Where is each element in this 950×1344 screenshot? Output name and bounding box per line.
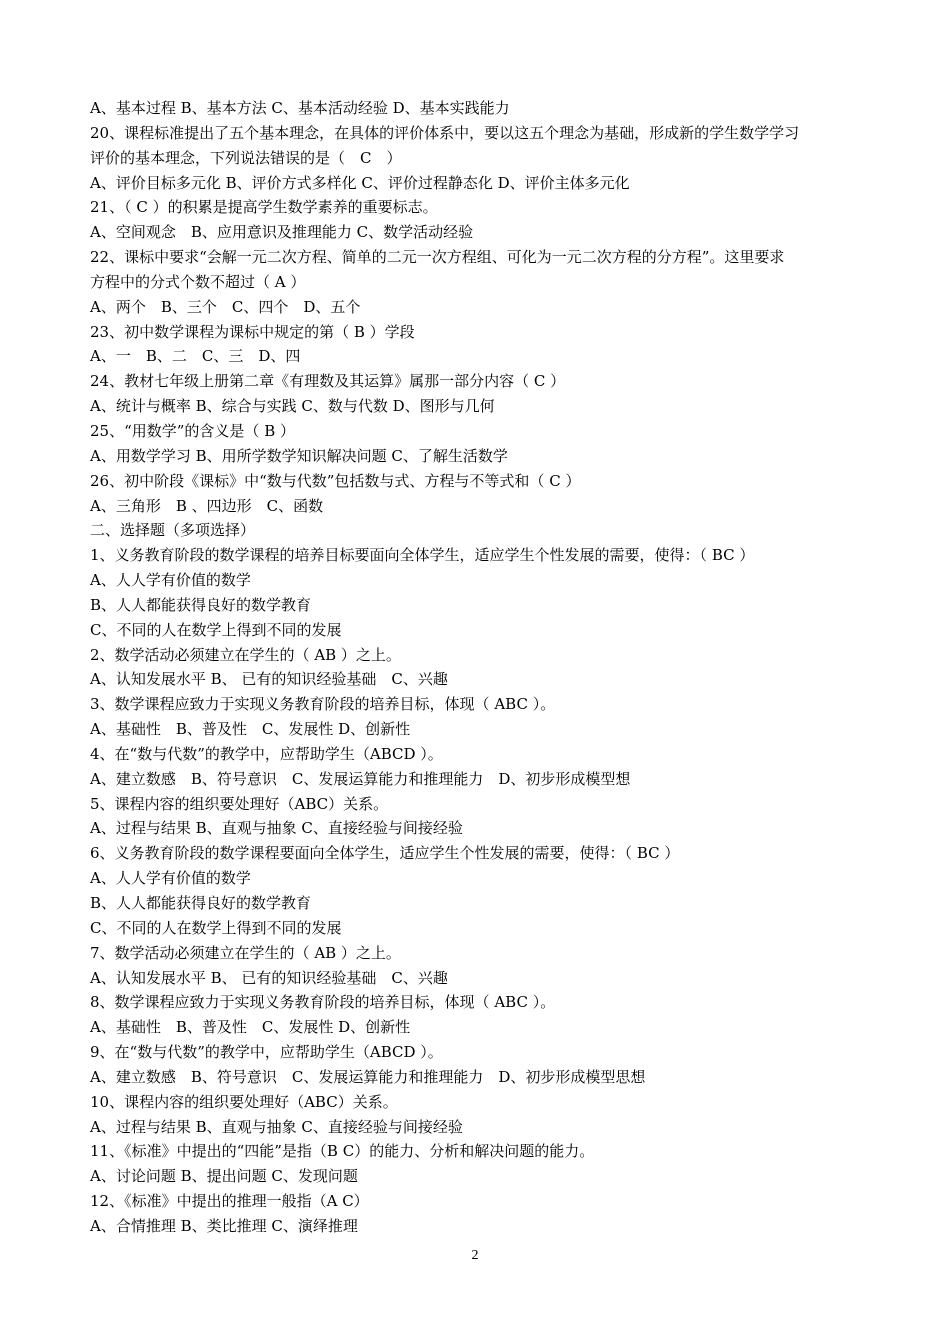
text-line: B、人人都能获得良好的数学教育 <box>90 595 312 614</box>
text-line: C、不同的人在数学上得到不同的发展 <box>90 620 342 639</box>
text-line: 1、义务教育阶段的数学课程的培养目标要面向全体学生，适应学生个性发展的需要，使得：（ BC ） <box>90 546 755 565</box>
text-line: A、用数学学习 B、用所学数学知识解决问题 C、了解生活数学 <box>90 446 508 465</box>
text-line: A、一 B、二 C、三 D、四 <box>90 347 301 366</box>
text-line: 9、在“数与代数”的教学中，应帮助学生（ABCD ）。 <box>90 1043 443 1062</box>
text-line: 6、义务教育阶段的数学课程要面向全体学生，适应学生个性发展的需要，使得：（ BC ） <box>90 844 680 863</box>
text-line: 22、课标中要求“会解一元二次方程、简单的二元一次方程组、可化为一元二次方程的分方程”。这里要求 <box>90 248 785 267</box>
text-line: 2、数学活动必须建立在学生的（ AB ）之上。 <box>90 645 401 664</box>
text-line: 23、初中数学课程为课标中规定的第（ B ）学段 <box>90 322 415 341</box>
text-line: 21、（ C ）的积累是提高学生数学素养的重要标志。 <box>90 198 438 217</box>
text-line: A、两个 B、三个 C、四个 D、五个 <box>90 297 361 316</box>
text-line: 10、课程内容的组织要处理好（ABC）关系。 <box>90 1092 398 1111</box>
text-line: A、过程与结果 B、直观与抽象 C、直接经验与间接经验 <box>90 819 463 838</box>
text-line: A、人人学有价值的数学 <box>90 869 251 888</box>
text-line: B、人人都能获得良好的数学教育 <box>90 894 312 912</box>
text-line: A、建立数感 B、符号意识 C、发展运算能力和推理能力 D、初步形成模型思想 <box>90 1067 646 1086</box>
text-line: A、三角形 B 、四边形 C、函数 <box>90 496 324 515</box>
page-number: 2 <box>471 1248 479 1263</box>
text-line: 20、课程标准提出了五个基本理念，在具体的评价体系中，要以这五个理念为基础，形成新的学生数学学习 <box>90 123 800 142</box>
text-line: 25、“用数学”的含义是（ B ） <box>90 421 295 440</box>
text-line: A、建立数感 B、符号意识 C、发展运算能力和推理能力 D、初步形成模型想 <box>90 769 631 788</box>
text-line: 11、《标准》中提出的“四能”是指（B C）的能力、分析和解决问题的能力。 <box>90 1142 595 1161</box>
text-line: A、认知发展水平 B、 已有的知识经验基础 C、兴趣 <box>90 968 448 987</box>
text-line: A、讨论问题 B、提出问题 C、发现问题 <box>90 1167 358 1186</box>
text-line: 26、初中阶段《课标》中“数与代数”包括数与式、方程与不等式和（ C ） <box>90 471 581 490</box>
text-line: A、合情推理 B、类比推理 C、演绎推理 <box>90 1216 358 1235</box>
text-line: 8、数学课程应致力于实现义务教育阶段的培养目标，体现（ ABC ）。 <box>90 993 556 1012</box>
text-line: 7、数学活动必须建立在学生的（ AB ）之上。 <box>90 943 401 962</box>
text-line: 5、课程内容的组织要处理好（ABC）关系。 <box>90 794 389 813</box>
text-line: A、基础性 B、普及性 C、发展性 D、创新性 <box>90 720 411 739</box>
text-line: 方程中的分式个数不超过（ A ） <box>90 272 306 291</box>
text-line: A、过程与结果 B、直观与抽象 C、直接经验与间接经验 <box>90 1117 463 1136</box>
text-line: 二、选择题（多项选择） <box>90 521 256 540</box>
text-line: 评价的基本理念，下列说法错误的是（ C ） <box>90 148 402 167</box>
text-line: A、空间观念 B、应用意识及推理能力 C、数学活动经验 <box>90 223 474 242</box>
text-line: A、统计与概率 B、综合与实践 C、数与代数 D、图形与几何 <box>90 397 495 416</box>
text-line: C、不同的人在数学上得到不同的发展 <box>90 918 342 937</box>
page-body <box>90 96 870 1239</box>
text-line: A、人人学有价值的数学 <box>90 571 251 590</box>
text-line: 12、《标准》中提出的推理一般指（A C） <box>90 1192 369 1211</box>
text-line: 24、教材七年级上册第二章《有理数及其运算》属那一部分内容（ C ） <box>90 372 566 391</box>
text-line: A、基础性 B、普及性 C、发展性 D、创新性 <box>90 1018 411 1037</box>
text-line: A、评价目标多元化 B、评价方式多样化 C、评价过程静态化 D、评价主体多元化 <box>90 173 630 192</box>
text-line: 3、数学课程应致力于实现义务教育阶段的培养目标，体现（ ABC ）。 <box>90 695 556 714</box>
text-line: A、认知发展水平 B、 已有的知识经验基础 C、兴趣 <box>90 670 448 689</box>
text-line: 4、在“数与代数”的教学中，应帮助学生（ABCD ）。 <box>90 744 443 763</box>
text-line: A、基本过程 B、基本方法 C、基本活动经验 D、基本实践能力 <box>90 99 510 117</box>
